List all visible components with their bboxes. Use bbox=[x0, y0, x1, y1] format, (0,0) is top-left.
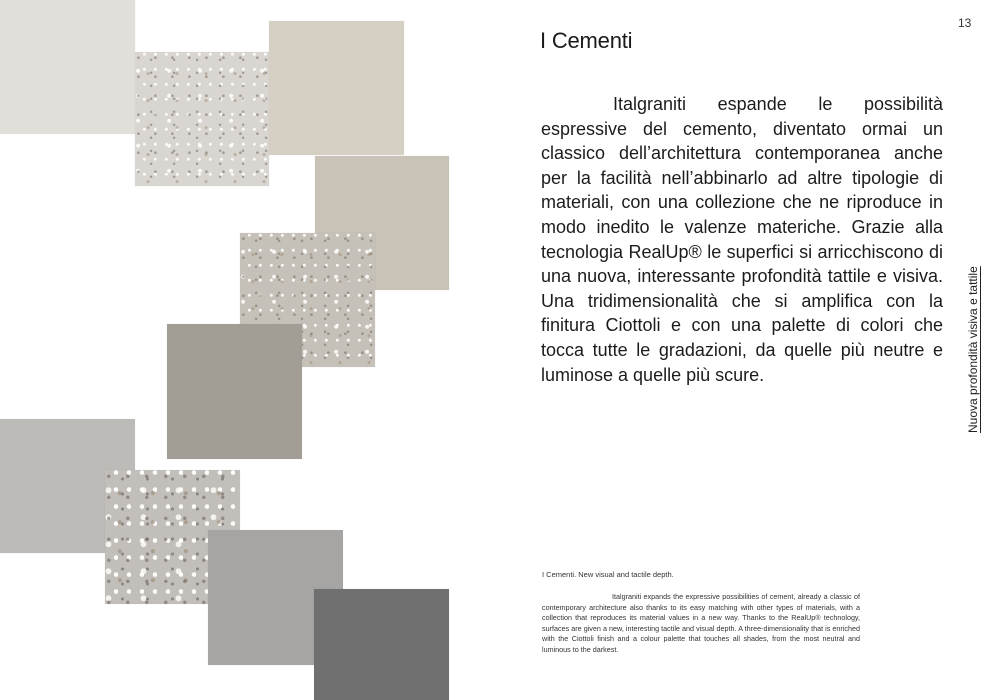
body-text-italian: Italgraniti espande le possibilità espressive del cemento, diventato ormai un classico dell’architettura contemporanea anche per la facilità nell’abbinarlo ad altre tipologie di materiali, con una collezione che ne riproduce in modo inedito le valenze materiche. Grazie alla tecnologia RealUp® le superfici si arricchiscono di una nuova, interessante profondità tattile e visiva. Una tridimensionalità che si amplifica con la finitura Ciottoli e con una palette di colori che tocca tutte le gradazioni, da quelle più neutre e luminose a quelle più scure. bbox=[541, 94, 943, 385]
english-title: I Cementi. New visual and tactile depth. bbox=[542, 570, 674, 579]
tile-taupe-grey bbox=[167, 324, 302, 459]
tile-sand bbox=[269, 21, 404, 155]
tile-terrazzo-light bbox=[135, 52, 269, 186]
body-text-english: Italgraniti expands the expressive possibilities of cement, already a classic of contemporary architecture also thanks to its easy matching with other types of materials, with a collection that reproduces its material values in a new way. Thanks to the RealUp® technology, surfaces are given a new, interesting tactile and visual depth. A three-dimensionality that is enriched with the Ciottoli finish and a colour palette that touches all shades, from the most neutral and luminous to the darkest. bbox=[542, 592, 860, 654]
page-title: I Cementi bbox=[540, 28, 633, 53]
page-number-right: 13 bbox=[958, 16, 972, 30]
tile-dark-grey bbox=[314, 589, 449, 700]
tile-off-white bbox=[0, 0, 135, 134]
vertical-section-label: Nuova profondità visiva e tattile bbox=[966, 266, 980, 433]
